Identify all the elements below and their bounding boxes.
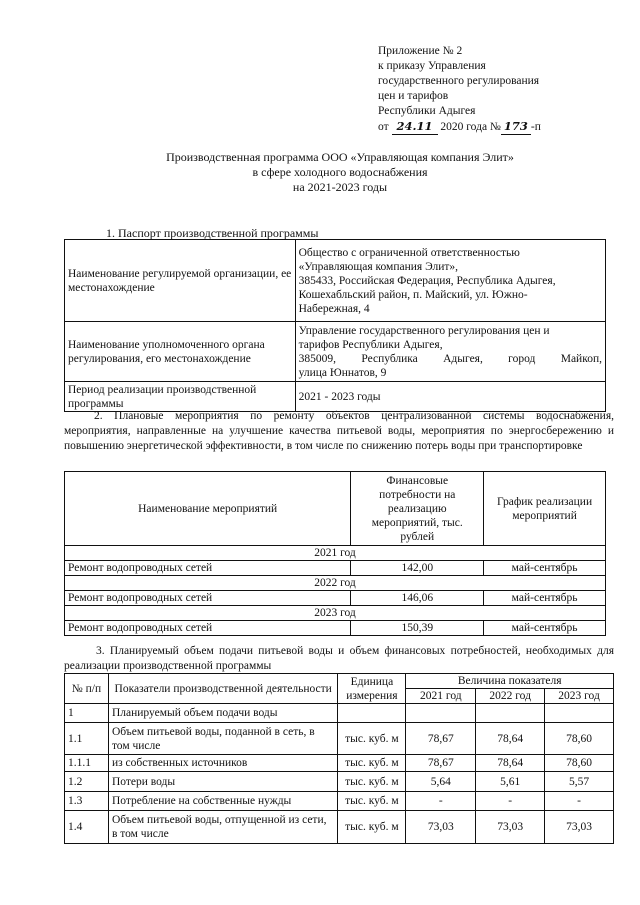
row-name: Потери воды <box>108 772 337 792</box>
measure-amount: 150,39 <box>351 621 484 636</box>
measure-schedule: май-сентябрь <box>484 591 606 606</box>
row-value: 78,67 <box>406 723 476 755</box>
header-2023: 2023 год <box>545 689 614 704</box>
row-num: 1.4 <box>65 811 109 844</box>
value-line: Общество с ограниченной ответственностью <box>298 246 520 259</box>
row-unit: тыс. куб. м <box>338 772 406 792</box>
measure-name: Ремонт водопроводных сетей <box>65 621 351 636</box>
row-name: Объем питьевой воды, отпущенной из сети, в том числе <box>108 811 337 844</box>
volume-table <box>64 673 614 844</box>
row-num: 1.2 <box>65 772 109 792</box>
header-value: Величина показателя <box>406 674 614 689</box>
table-row <box>65 322 606 382</box>
header-indicator: Показатели производственной деятельности <box>108 674 337 704</box>
value-line: Набережная, 4 <box>298 302 370 315</box>
annex-line: Республики Адыгея <box>378 105 476 117</box>
table-row <box>65 621 606 636</box>
passport-value: 2021 - 2023 годы <box>295 382 605 412</box>
row-name: Объем питьевой воды, поданной в сеть, в том числе <box>108 723 337 755</box>
value-line: 385009, Республика Адыгея, город Майкоп, <box>298 352 602 365</box>
header-unit: Единица измерения <box>338 674 406 704</box>
date-year: 2020 года № <box>440 121 501 133</box>
row-value <box>476 704 545 723</box>
table-header-row <box>65 472 606 546</box>
date-prefix: от <box>378 121 389 133</box>
value-line: Управление государственного регулирования цен и <box>298 324 550 337</box>
header-finance: Финансовые потребности на реализацию мероприятий, тыс. рублей <box>351 472 484 546</box>
row-value <box>406 704 476 723</box>
value-line: «Управляющая компания Элит», <box>298 260 459 273</box>
document-title <box>60 150 620 195</box>
section1-heading: 1. Паспорт производственной программы <box>106 226 319 240</box>
table-header-row <box>65 674 614 689</box>
header-schedule: График реализации мероприятий <box>484 472 606 546</box>
table-row <box>65 561 606 576</box>
passport-label: Наименование регулируемой организации, ее местонахождение <box>65 240 296 322</box>
year-row <box>65 576 606 591</box>
table-row <box>65 240 606 322</box>
annex-line: к приказу Управления <box>378 60 486 72</box>
row-value: - <box>545 792 614 811</box>
table-row <box>65 811 614 844</box>
row-value: - <box>406 792 476 811</box>
row-name: Потребление на собственные нужды <box>108 792 337 811</box>
row-value: - <box>476 792 545 811</box>
table-row <box>65 591 606 606</box>
row-num: 1.1.1 <box>65 755 109 772</box>
handwritten-order-number: 173 <box>501 119 531 135</box>
row-value: 73,03 <box>476 811 545 844</box>
annex-line: цен и тарифов <box>378 90 449 102</box>
annex-header <box>378 44 541 135</box>
table-row <box>65 704 614 723</box>
passport-label: Наименование уполномоченного органа регулирования, его местонахождение <box>65 322 296 382</box>
header-num: № п/п <box>65 674 109 704</box>
row-value: 73,03 <box>545 811 614 844</box>
row-value: 5,57 <box>545 772 614 792</box>
row-value <box>545 704 614 723</box>
row-value: 78,64 <box>476 755 545 772</box>
year-label: 2021 год <box>65 546 606 561</box>
value-line: тарифов Республики Адыгея, <box>298 338 443 351</box>
row-value: 78,60 <box>545 723 614 755</box>
measure-amount: 146,06 <box>351 591 484 606</box>
section3-text: 3. Планируемый объем подачи питьевой воды и объем финансовых потребностей, необходимых для реализации производственной программы <box>64 645 614 672</box>
row-unit: тыс. куб. м <box>338 792 406 811</box>
table-row <box>65 792 614 811</box>
year-label: 2022 год <box>65 576 606 591</box>
measure-name: Ремонт водопроводных сетей <box>65 591 351 606</box>
row-value: 78,67 <box>406 755 476 772</box>
table-row <box>65 723 614 755</box>
value-line: улица Юннатов, 9 <box>298 366 387 379</box>
year-row <box>65 546 606 561</box>
row-name: Планируемый объем подачи воды <box>108 704 337 723</box>
annex-date-line <box>378 119 541 135</box>
section2-text: 2. Плановые мероприятия по ремонту объектов централизованной системы водоснабжения, мероприятия, направленные на улучшение качества питьевой воды, мероприятия по энергосбережению и повышению энергетической эффективности, в том числе по снижению потерь воды при транспортировке <box>64 410 614 452</box>
measure-amount: 142,00 <box>351 561 484 576</box>
year-label: 2023 год <box>65 606 606 621</box>
measures-table <box>64 471 606 636</box>
header-2021: 2021 год <box>406 689 476 704</box>
title-line: в сфере холодного водоснабжения <box>252 165 428 179</box>
header-2022: 2022 год <box>476 689 545 704</box>
table-row <box>65 772 614 792</box>
row-num: 1.1 <box>65 723 109 755</box>
row-unit: тыс. куб. м <box>338 755 406 772</box>
year-row <box>65 606 606 621</box>
header-name: Наименование мероприятий <box>65 472 351 546</box>
annex-line: Приложение № 2 <box>378 45 463 57</box>
passport-table <box>64 239 606 412</box>
title-line: Производственная программа ООО «Управляющая компания Элит» <box>166 150 514 164</box>
handwritten-date: 24.11 <box>392 119 438 135</box>
order-suffix: -п <box>530 121 541 133</box>
row-num: 1 <box>65 704 109 723</box>
value-line: Кошехабльский район, п. Майский, ул. Южно- <box>298 288 528 301</box>
row-unit <box>338 704 406 723</box>
row-num: 1.3 <box>65 792 109 811</box>
row-unit: тыс. куб. м <box>338 811 406 844</box>
row-value: 73,03 <box>406 811 476 844</box>
row-value: 78,60 <box>545 755 614 772</box>
title-line: на 2021-2023 годы <box>292 180 388 194</box>
measure-schedule: май-сентябрь <box>484 621 606 636</box>
passport-label: Период реализации производственной программы <box>65 382 296 412</box>
table-row <box>65 755 614 772</box>
table-row <box>65 382 606 412</box>
annex-line: государственного регулирования <box>378 75 540 87</box>
row-value: 78,64 <box>476 723 545 755</box>
measure-name: Ремонт водопроводных сетей <box>65 561 351 576</box>
value-line: 385433, Российская Федерация, Республика Адыгея, <box>298 274 556 287</box>
passport-value <box>295 322 605 382</box>
row-value: 5,61 <box>476 772 545 792</box>
passport-value <box>295 240 605 322</box>
row-name: из собственных источников <box>108 755 337 772</box>
row-unit: тыс. куб. м <box>338 723 406 755</box>
row-value: 5,64 <box>406 772 476 792</box>
measure-schedule: май-сентябрь <box>484 561 606 576</box>
